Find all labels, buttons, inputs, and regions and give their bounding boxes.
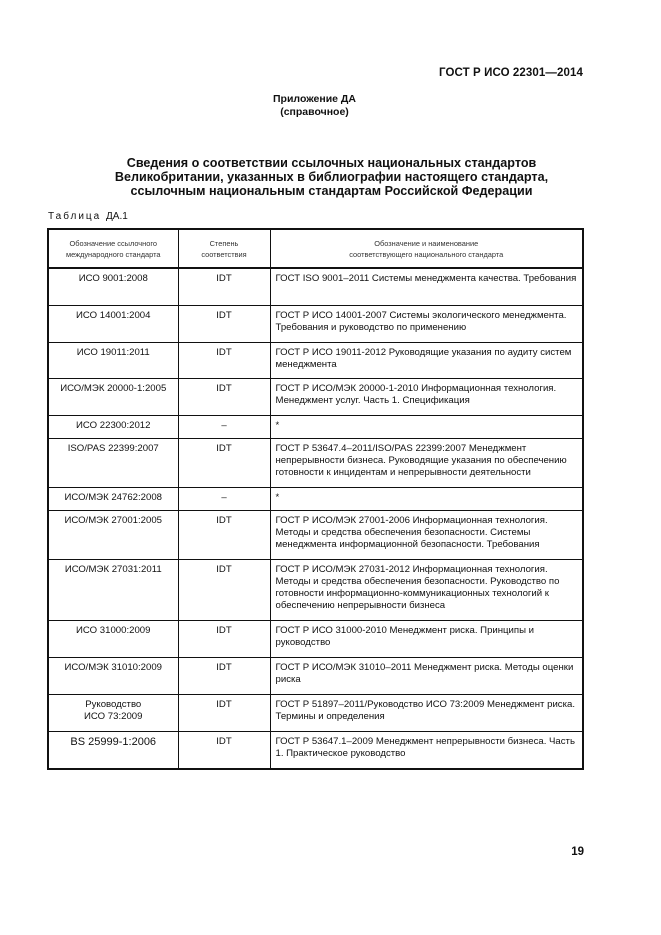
table-row: [48, 732, 583, 770]
cell-national: ГОСТ Р ИСО/МЭК 31010–2011 Менеджмент риска. Методы оценки риска: [270, 658, 583, 695]
table-row: [48, 268, 583, 306]
cell-degree: IDT: [178, 379, 270, 416]
cell-designation: ИСО 19011:2011: [48, 343, 178, 379]
cell-national: ГОСТ Р ИСО 19011-2012 Руководящие указания по аудиту систем менеджмента: [270, 343, 583, 379]
title-line-2: Великобритании, указанных в библиографии настоящего стандарта,: [114, 170, 549, 184]
table-row: [48, 560, 583, 621]
table-row: [48, 695, 583, 732]
header-designation-line-1: Обозначение ссылочного: [69, 238, 157, 248]
appendix-title: Приложение ДА: [273, 93, 356, 105]
cell-degree: IDT: [178, 695, 270, 732]
cell-national: ГОСТ Р ИСО/МЭК 20000-1-2010 Информационная технология. Менеджмент услуг. Часть 1. Спецификация: [270, 379, 583, 416]
cell-national: ГОСТ Р ИСО 31000-2010 Менеджмент риска. Принципы и руководство: [270, 621, 583, 658]
cell-national: *: [270, 416, 583, 439]
cell-designation: ИСО/МЭК 20000-1:2005: [48, 379, 178, 416]
table-caption-number: ДА.1: [106, 211, 128, 222]
document-title: [40, 156, 623, 198]
cell-national: ГОСТ Р 53647.4–2011/ISO/PAS 22399:2007 Менеджмент непрерывности бизнеса. Руководящие указания по обеспечению готовности к инцидентам и непрерывности деятельности: [270, 439, 583, 488]
cell-degree: IDT: [178, 306, 270, 343]
cell-degree: IDT: [178, 439, 270, 488]
title-line-1: Сведения о соответствии ссылочных национальных стандартов: [126, 156, 537, 170]
cell-national: ГОСТ Р ИСО/МЭК 27001-2006 Информационная технология. Методы и средства обеспечения безопасности. Системы менеджмента информационной безопасности. Требования: [270, 511, 583, 560]
cell-designation: ИСО 9001:2008: [48, 268, 178, 306]
table-row: [48, 511, 583, 560]
cell-degree: IDT: [178, 621, 270, 658]
cell-national: *: [270, 488, 583, 511]
header-degree: [178, 229, 270, 268]
cell-national: ГОСТ ISO 9001–2011 Системы менеджмента качества. Требования: [270, 268, 583, 306]
cell-designation: ИСО/МЭК 27031:2011: [48, 560, 178, 621]
cell-designation: ИСО 14001:2004: [48, 306, 178, 343]
cell-designation: ИСО/МЭК 27001:2005: [48, 511, 178, 560]
header-national: [270, 229, 583, 268]
table-row: [48, 439, 583, 488]
table-row: [48, 416, 583, 439]
header-designation: [48, 229, 178, 268]
cell-degree: IDT: [178, 268, 270, 306]
title-line-3: ссылочным национальным стандартам Российской Федерации: [130, 184, 533, 198]
cell-designation: ИСО/МЭК 31010:2009: [48, 658, 178, 695]
cell-national: ГОСТ Р ИСО 14001-2007 Системы экологического менеджмента. Требования и руководство по применению: [270, 306, 583, 343]
cell-designation: BS 25999-1:2006: [48, 732, 178, 770]
cell-designation-line-1: Руководство: [85, 699, 142, 710]
appendix-heading: [0, 93, 629, 119]
cell-degree: IDT: [178, 343, 270, 379]
cell-degree: IDT: [178, 732, 270, 770]
page-number: 19: [571, 846, 584, 858]
standard-code-header: ГОСТ Р ИСО 22301—2014: [438, 67, 583, 79]
table-row: [48, 488, 583, 511]
table-header-row: [48, 229, 583, 268]
cell-designation: ИСО/МЭК 24762:2008: [48, 488, 178, 511]
cell-degree: IDT: [178, 511, 270, 560]
table-row: [48, 658, 583, 695]
cell-national: ГОСТ Р 53647.1–2009 Менеджмент непрерывности бизнеса. Часть 1. Практическое руководство: [270, 732, 583, 770]
cell-national: ГОСТ Р ИСО/МЭК 27031-2012 Информационная технология. Методы и средства обеспечения безопасности. Руководство по готовности информационно-коммуникационных технологий к обеспечению непрерывности бизнеса: [270, 560, 583, 621]
table-row: [48, 306, 583, 343]
correspondence-table: [47, 228, 584, 770]
cell-national: ГОСТ Р 51897–2011/Руководство ИСО 73:2009 Менеджмент риска. Термины и определения: [270, 695, 583, 732]
header-degree-line-2: соответствия: [201, 249, 247, 259]
header-national-line-1: Обозначение и наименование: [374, 238, 479, 248]
table-caption: [48, 211, 128, 222]
table-row: [48, 621, 583, 658]
table-row: [48, 343, 583, 379]
header-degree-line-1: Степень: [209, 238, 239, 248]
header-designation-line-2: международного стандарта: [66, 249, 161, 259]
header-national-line-2: соответствующего национального стандарта: [349, 249, 504, 259]
table-caption-label: Таблица: [48, 211, 102, 222]
cell-degree: IDT: [178, 560, 270, 621]
cell-designation: ИСО 31000:2009: [48, 621, 178, 658]
cell-degree: –: [178, 488, 270, 511]
cell-designation: ISO/PAS 22399:2007: [48, 439, 178, 488]
appendix-subtitle: (справочное): [280, 106, 349, 118]
table-row: [48, 379, 583, 416]
cell-designation: ИСО 22300:2012: [48, 416, 178, 439]
cell-degree: –: [178, 416, 270, 439]
cell-designation-line-2: ИСО 73:2009: [84, 711, 143, 722]
cell-designation: [48, 695, 178, 732]
cell-degree: IDT: [178, 658, 270, 695]
